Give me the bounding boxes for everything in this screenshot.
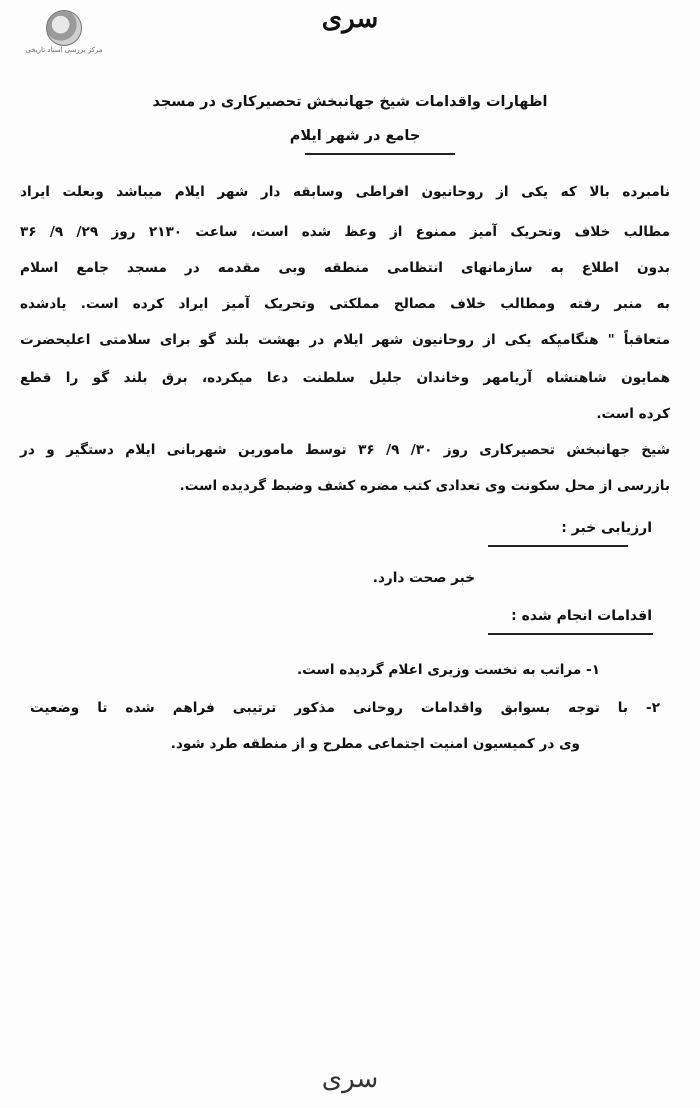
body-line-7: کرده است. <box>596 406 670 422</box>
action-item-2: ۲- با توجه بسوابق واقدامات روحانی مذکور ترتیبی فراهم شده تا وضعیت <box>30 700 660 716</box>
body-line-6: همایون شاهنشاه آریامهر وخاندان جلیل سلطنت دعا میکرده، برق بلند گو را قطع <box>20 370 670 386</box>
body-line-3: بدون اطلاع به سازمانهای انتظامی منطقه وبی مقدمه در مسجد جامع اسلام <box>20 260 670 276</box>
assessment-heading-underline <box>488 545 628 547</box>
classification-top: سری <box>321 4 379 34</box>
assessment-text: خبر صحت دارد. <box>372 570 475 586</box>
document-title-line-1: اظهارات واقدامات شیخ جهانبخش تحصیرکاری در مسجد <box>152 94 548 110</box>
body-line-2: مطالب خلاف وتحریک آمیز ممنوع از وعظ شده است، ساعت ۲۱۳۰ روز ۲۹/ ۹/ ۳۶ <box>20 224 671 240</box>
body-line-9: بازرسی از محل سکونت وی تعدادی کتب مضره کشف وضبط گردیده است. <box>179 478 670 494</box>
body-line-8: شیخ جهانبخش تحصیرکاری روز ۳۰/ ۹/ ۳۶ توسط مامورین شهربانی ایلام دستگیر و در <box>20 442 670 458</box>
actions-heading-underline <box>488 633 653 635</box>
action-item-1: ۱- مراتب به نخست وزیری اعلام گردیده است. <box>296 662 600 678</box>
action-item-2-continued: وی در کمیسیون امنیت اجتماعی مطرح و از منطقه طرد شود. <box>170 736 580 752</box>
body-line-4: به منبر رفته ومطالب خلاف مصالح مملکتی وتحریک آمیز ایراد کرده است. یادشده <box>20 296 670 312</box>
body-line-5: متعاقباً " هنگامیکه یکی از روحانیون شهر ایلام در بهشت بلند گو برای سلامتی اعلیحضرت <box>20 332 670 348</box>
assessment-heading: ارزیابی خبر : <box>561 520 652 536</box>
archive-logo-text: مرکز بررسی اسناد تاریخی <box>25 46 103 54</box>
classification-bottom: سری <box>321 1064 379 1094</box>
title-underline <box>305 153 455 155</box>
document-title-line-2: جامع در شهر ایلام <box>289 128 421 144</box>
actions-heading: اقدامات انجام شده : <box>511 608 652 624</box>
body-line-1: نامبرده بالا که یکی از روحانیون افراطی وسابقه دار شهر ایلام میباشد وبعلت ایراد <box>20 184 670 200</box>
